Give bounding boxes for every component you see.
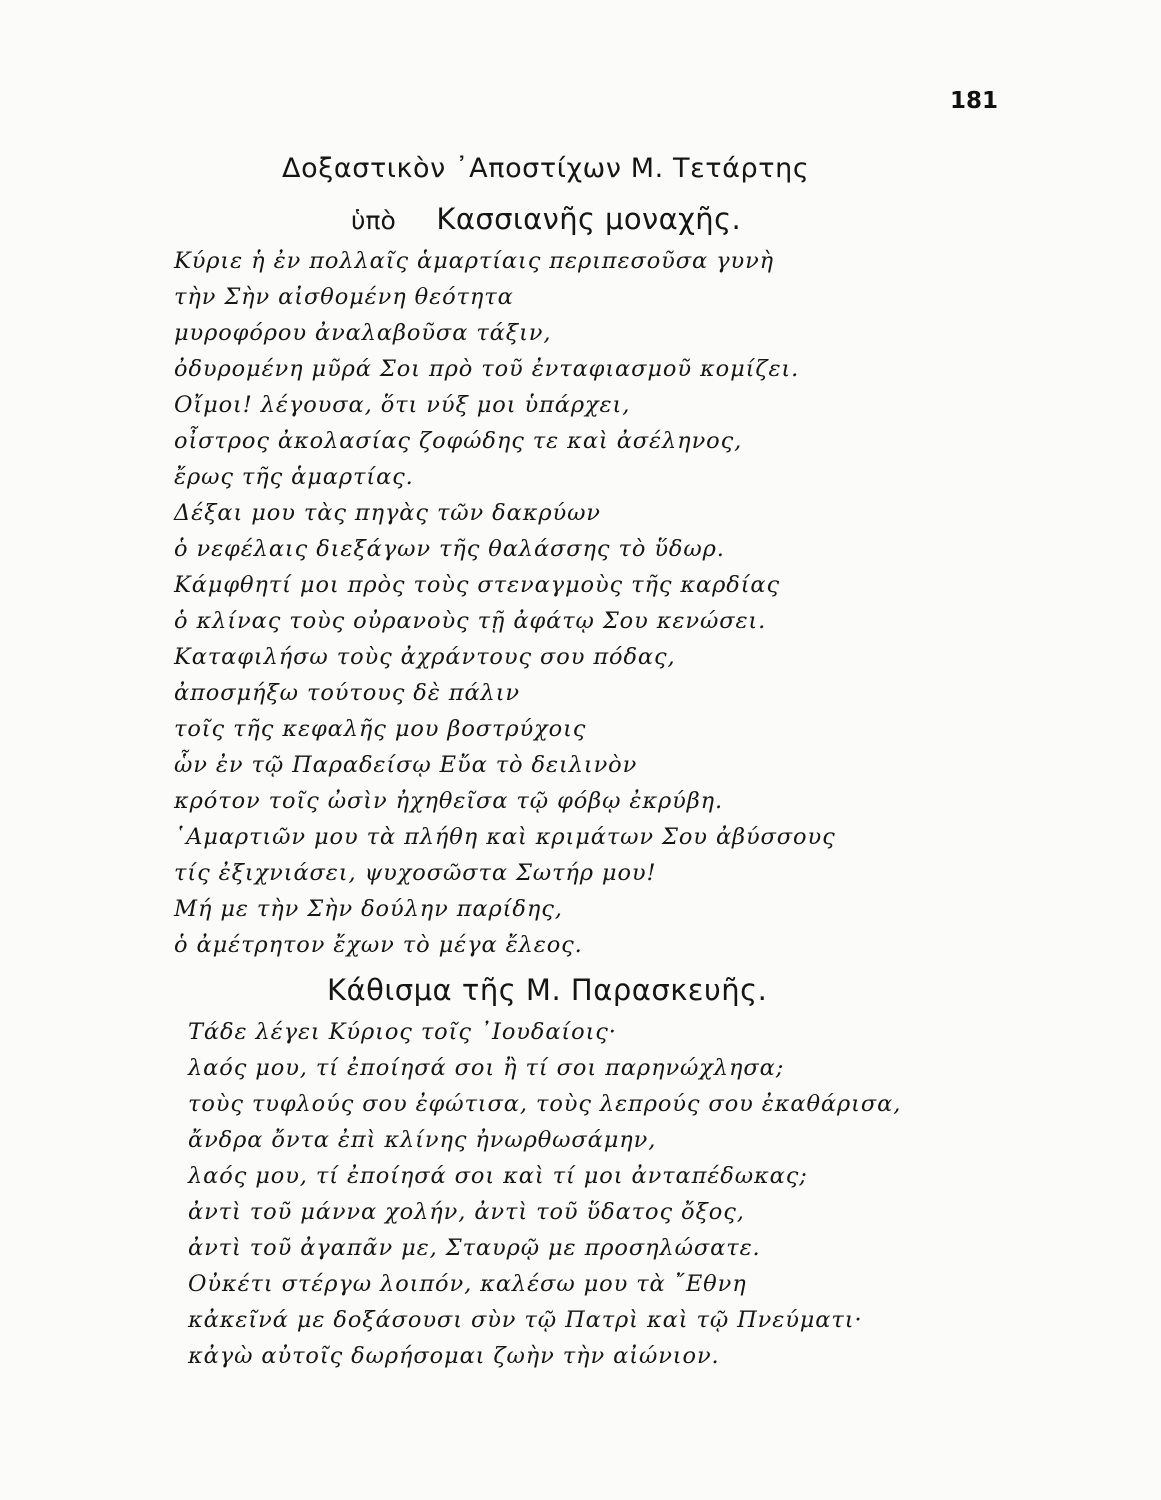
verse-line: ὁ κλίνας τοὺς οὐρανοὺς τῇ ἀφάτῳ Σου κενώσει. [174, 608, 767, 634]
verse-line: ἄνδρα ὄντα ἐπὶ κλίνης ἠνωρθωσάμην, [188, 1127, 657, 1153]
verse-line: Οὐκέτι στέργω λοιπόν, καλέσω μου τὰ ῎Εθνη [188, 1271, 747, 1297]
verse-line: κἀκεῖνά με δοξάσουσι σὺν τῷ Πατρὶ καὶ τῷ Πνεύματι· [188, 1307, 863, 1333]
verse-line: τίς ἐξιχνιάσει, ψυχοσῶστα Σωτήρ μου! [174, 860, 657, 886]
verse-line: Δέξαι μου τὰς πηγὰς τῶν δακρύων [174, 500, 601, 526]
verse-line: Κύριε ἡ ἐν πολλαῖς ἁμαρτίαις περιπεσοῦσα γυνὴ [174, 248, 775, 274]
verse-line: Τάδε λέγει Κύριος τοῖς ᾿Ιουδαίοις· [188, 1019, 617, 1045]
page-number: 181 [950, 88, 999, 114]
verse-line: ὁ νεφέλαις διεξάγων τῆς θαλάσσης τὸ ὕδωρ. [174, 536, 725, 562]
verse-line: ὧν ἐν τῷ Παραδείσῳ Εὔα τὸ δειλινὸν [174, 752, 638, 778]
verse-line: τοῖς τῆς κεφαλῆς μου βοστρύχοις [174, 716, 587, 742]
verse-line: ἀντὶ τοῦ μάννα χολήν, ἀντὶ τοῦ ὕδατος ὄξος, [188, 1199, 745, 1225]
verse-line: λαός μου, τί ἐποίησά σοι ἢ τί σοι παρηνώχλησα; [188, 1055, 785, 1081]
verse-line: ἔρως τῆς ἁμαρτίας. [174, 464, 414, 490]
verse-line: ὁ ἀμέτρητον ἔχων τὸ μέγα ἔλεος. [174, 932, 583, 958]
verse-line: κἀγὼ αὐτοῖς δωρήσομαι ζωὴν τὴν αἰώνιον. [188, 1343, 720, 1369]
verse-line: Μή με τὴν Σὴν δούλην παρίδης, [174, 896, 563, 922]
verse-line: ῾Αμαρτιῶν μου τὰ πλήθη καὶ κριμάτων Σου ἀβύσσους [174, 824, 836, 850]
verse-line: τοὺς τυφλούς σου ἐφώτισα, τοὺς λεπρούς σου ἐκαθάρισα, [188, 1091, 902, 1117]
verse-line: ἀποσμήξω τούτους δὲ πάλιν [174, 680, 520, 706]
verse-line: οἶστρος ἀκολασίας ζοφώδης τε καὶ ἀσέληνος, [174, 428, 743, 454]
verse-line: τὴν Σὴν αἰσθομένη θεότητα [174, 284, 514, 310]
section1-subtitle [351, 202, 741, 236]
verse-line: κρότον τοῖς ὠσὶν ἠχηθεῖσα τῷ φόβῳ ἐκρύβη. [174, 788, 724, 814]
verse-line: λαός μου, τί ἐποίησά σοι καὶ τί μοι ἀνταπέδωκας; [188, 1163, 808, 1189]
verse-line: Κάμφθητί μοι πρὸς τοὺς στεναγμοὺς τῆς καρδίας [174, 572, 781, 598]
verse-line: Καταφιλήσω τοὺς ἀχράντους σου πόδας, [174, 644, 676, 670]
verse-line: Οἴμοι! λέγουσα, ὅτι νύξ μοι ὑπάρχει, [174, 392, 631, 418]
verse-line: μυροφόρου ἀναλαβοῦσα τάξιν, [174, 320, 552, 346]
section1-title-prefix: ὑπὸ [351, 206, 396, 235]
section2-title: Κάθισμα τῆς Μ. Παρασκευῆς. [327, 973, 768, 1007]
verse-line: ὀδυρομένη μῦρά Σοι πρὸ τοῦ ἐνταφιασμοῦ κομίζει. [174, 356, 800, 382]
verse-line: ἀντὶ τοῦ ἀγαπᾶν με, Σταυρῷ με προσηλώσατε. [188, 1235, 761, 1261]
section1-title: Δοξαστικὸν ᾿Αποστίχων Μ. Τετάρτης [282, 153, 810, 184]
section1-title-author: Κασσιανῆς μοναχῆς. [436, 202, 742, 236]
